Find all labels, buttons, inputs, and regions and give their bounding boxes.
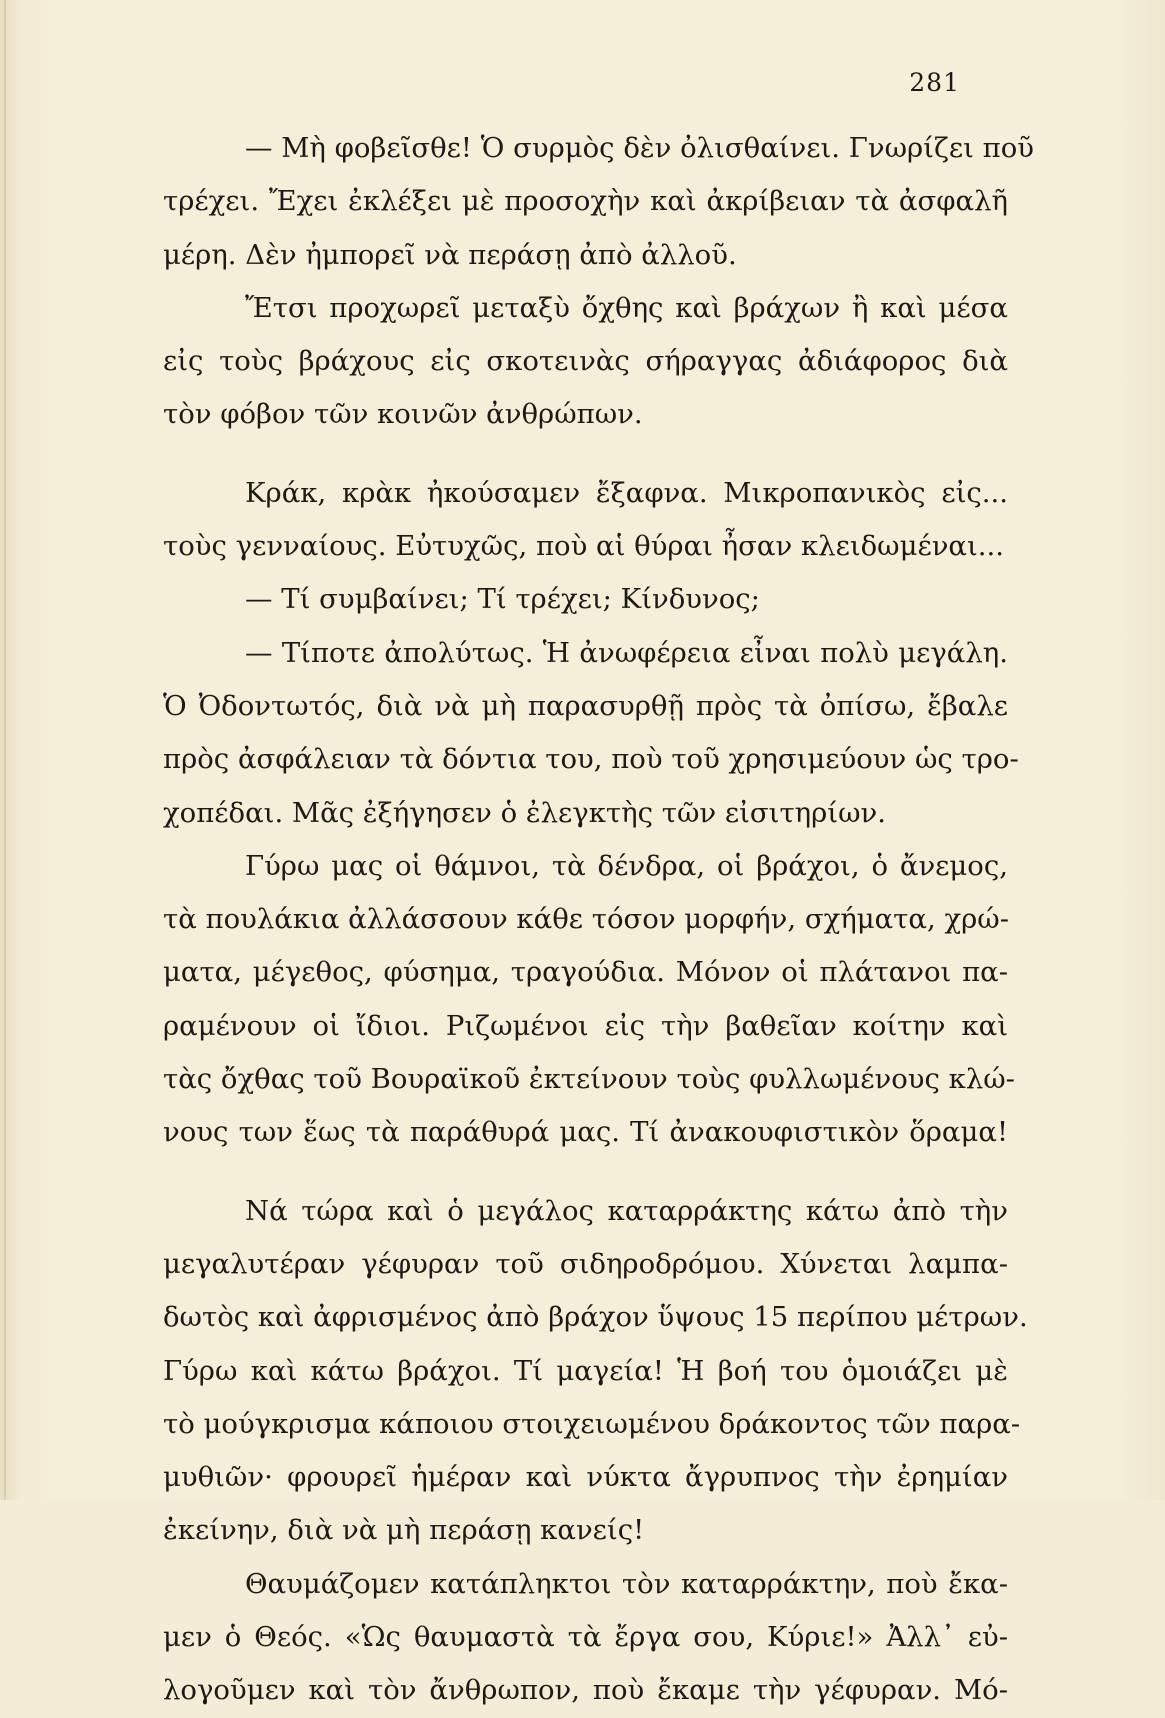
text-line: Θαυμάζομεν κατάπληκτοι τὸν καταρράκτην, ποὺ ἔκα- (245, 1567, 1008, 1600)
text-line: νους των ἕως τὰ παράθυρά μας. Τί ἀνακουφιστικὸν ὅραμα! (163, 1116, 1008, 1149)
section-break (163, 442, 1008, 467)
text-line: μυθιῶν· φρουρεῖ ἡμέραν καὶ νύκτα ἄγρυπνος τὴν ἐρημίαν (163, 1461, 1008, 1494)
text-line: — Τί συμβαίνει; Τί τρέχει; Κίνδυνος; (245, 583, 760, 616)
text-line: Γύρω μας οἱ θάμνοι, τὰ δένδρα, οἱ βράχοι, ὁ ἄνεμος, (245, 849, 1008, 882)
text-line: τοὺς γενναίους. Εὐτυχῶς, ποὺ αἱ θύραι ἦσαν κλειδωμέναι... (163, 530, 1004, 563)
text-line: Ὁ Ὀδοντωτός, διὰ νὰ μὴ παρασυρθῇ πρὸς τὰ ὀπίσω, ἔβαλε (163, 689, 1008, 722)
text-line: Νά τώρα καὶ ὁ μεγάλος καταρράκτης κάτω ἀπὸ τὴν (245, 1194, 1008, 1227)
text-line: Γύρω καὶ κάτω βράχοι. Τί μαγεία! Ἡ βοή του ὁμοιάζει μὲ (163, 1354, 1008, 1387)
text-line: τὸν φόβον τῶν κοινῶν ἀνθρώπων. (163, 398, 643, 431)
text-line: Ἔτσι προχωρεῖ μεταξὺ ὄχθης καὶ βράχων ἢ καὶ μέσα (245, 291, 1008, 324)
text-line: εἰς τοὺς βράχους εἰς σκοτεινὰς σήραγγας ἀδιάφορος διὰ (163, 345, 1008, 378)
text-line: χοπέδαι. Μᾶς ἐξήγησεν ὁ ἐλεγκτὴς τῶν εἰσιτηρίων. (163, 796, 886, 829)
text-line: λογοῦμεν καὶ τὸν ἄνθρωπον, ποὺ ἔκαμε τὴν γέφυραν. Μό- (163, 1674, 1008, 1707)
text-line: τρέχει. Ἔχει ἐκλέξει μὲ προσοχὴν καὶ ἀκρίβειαν τὰ ἀσφαλῆ (163, 185, 1008, 218)
text-line: ραμένουν οἱ ἴδιοι. Ριζωμένοι εἰς τὴν βαθεῖαν κοίτην καὶ (163, 1009, 1008, 1042)
page-number: 281 (909, 68, 960, 97)
text-line: τὸ μούγκρισμα κάποιου στοιχειωμένου δράκοντος τῶν παρα- (163, 1407, 1021, 1440)
text-line: πρὸς ἀσφάλειαν τὰ δόντια του, ποὺ τοῦ χρησιμεύουν ὡς τρο- (163, 743, 1019, 776)
text-line: — Μὴ φοβεῖσθε! Ὁ συρμὸς δὲν ὀλισθαίνει. Γνωρίζει ποῦ (245, 132, 1034, 164)
text-line: Κράκ, κρὰκ ἠκούσαμεν ἔξαφνα. Μικροπανικὸς εἰς... (245, 476, 1008, 509)
body-text (163, 122, 1034, 1718)
section-break (163, 1160, 1008, 1185)
text-line: μέρη. Δὲν ἠμπορεῖ νὰ περάσῃ ἀπὸ ἀλλοῦ. (163, 238, 737, 271)
text-line: ἐκείνην, διὰ νὰ μὴ περάσῃ κανείς! (163, 1514, 645, 1547)
text-line: μεγαλυτέραν γέφυραν τοῦ σιδηροδρόμου. Χύνεται λαμπα- (163, 1247, 1008, 1280)
text-line: — Τίποτε ἀπολύτως. Ἡ ἀνωφέρεια εἶναι πολὺ μεγάλη. (245, 636, 1008, 669)
text-line: τὰ πουλάκια ἀλλάσσουν κάθε τόσον μορφήν, σχήματα, χρώ- (163, 903, 1009, 936)
page-edge (4, 0, 6, 1500)
text-line: ματα, μέγεθος, φύσημα, τραγούδια. Μόνον οἱ πλάτανοι πα- (163, 956, 1008, 989)
text-line: τὰς ὄχθας τοῦ Βουραϊκοῦ ἐκτείνουν τοὺς φυλλωμένους κλώ- (163, 1063, 1015, 1096)
text-line: μεν ὁ Θεός. «Ὡς θαυμαστὰ τὰ ἔργα σου, Κύριε!» Ἀλλ᾽ εὐ- (163, 1621, 1008, 1654)
text-line: δωτὸς καὶ ἀφρισμένος ἀπὸ βράχον ὕψους 15 περίπου μέτρων. (163, 1301, 1028, 1334)
